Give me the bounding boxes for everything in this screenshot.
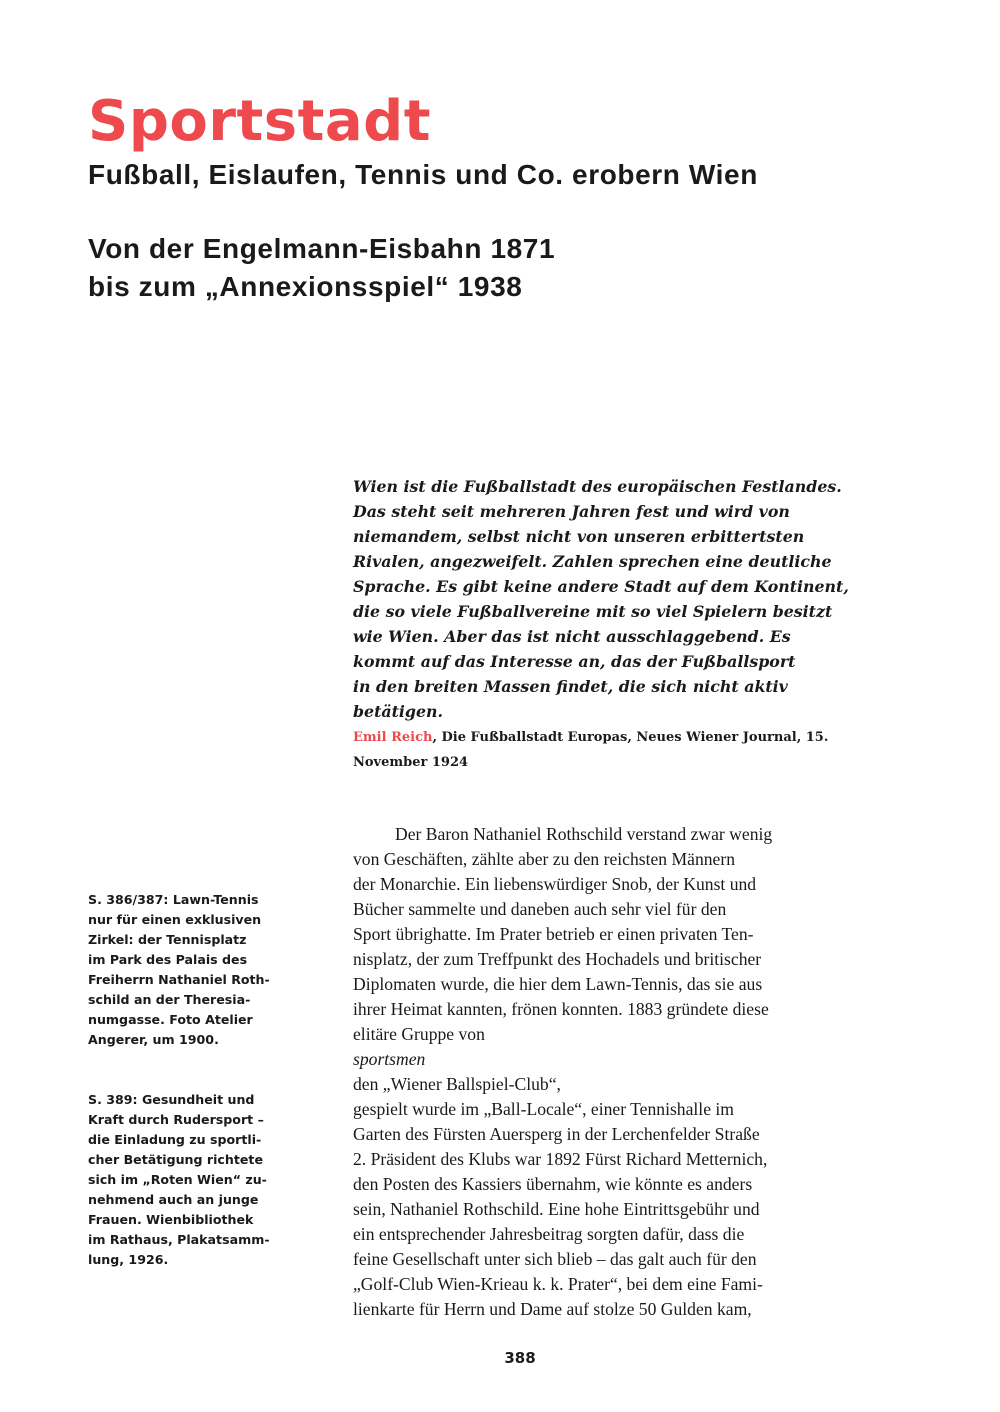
quote-line: die so viele Fußballvereine mit so viel Spielern besitzt [353, 602, 833, 621]
image-caption [88, 890, 288, 1050]
source-line [353, 725, 873, 750]
quote-line: Wien ist die Fußballstadt des europäischen Festlandes. [353, 477, 842, 496]
body-line: lienkarte für Herrn und Dame auf stolze 50 Gulden kam, [353, 1299, 752, 1319]
body-line: Garten des Fürsten Auersperg in der Lerchenfelder Straße [353, 1124, 760, 1144]
quote-line: Das steht seit mehreren Jahren fest und wird von [353, 502, 790, 521]
quote-line: Sprache. Es gibt keine andere Stadt auf dem Kontinent, [353, 577, 849, 596]
quote-source [353, 725, 873, 775]
period-line: bis zum „Annexionsspiel“ 1938 [88, 271, 523, 302]
body-italic: sportsmen [353, 1049, 426, 1069]
body-line: von Geschäften, zählte aber zu den reichsten Männern [353, 849, 736, 869]
caption-line: Zirkel: der Tennisplatz [88, 932, 247, 947]
quote-author: Emil Reich [353, 730, 433, 745]
caption-line: Angerer, um 1900. [88, 1032, 219, 1047]
body-fragment: elitäre Gruppe von [353, 1024, 485, 1044]
body-line: ein entsprechender Jahresbeitrag sorgten dafür, dass die [353, 1224, 745, 1244]
caption-line: Freiherrn Nathaniel Roth- [88, 972, 270, 987]
caption-line: S. 386/387: Lawn-Tennis [88, 892, 259, 907]
page-number: 388 [504, 1349, 536, 1367]
body-fragment: den „Wiener Ballspiel-Club“, [353, 1074, 561, 1094]
quote-line: kommt auf das Interesse an, das der Fußballsport [353, 652, 796, 671]
quote-line: in den breiten Massen findet, die sich nicht aktiv [353, 677, 788, 696]
body-line: den Posten des Kassiers übernahm, wie könnte es anders [353, 1174, 753, 1194]
body-line: Diplomaten wurde, die hier dem Lawn-Tennis, das sie aus [353, 974, 763, 994]
body-line: gespielt wurde im „Ball-Locale“, einer Tennishalle im [353, 1099, 734, 1119]
body-line: Sport übrighatte. Im Prater betrieb er einen privaten Ten- [353, 924, 754, 944]
caption-line: nur für einen exklusiven [88, 912, 262, 927]
quote-line: wie Wien. Aber das ist nicht ausschlaggebend. Es [353, 627, 791, 646]
quote-line: niemandem, selbst nicht von unseren erbittertsten [353, 527, 805, 546]
source-line: November 1924 [353, 755, 469, 770]
caption-line: im Park des Palais des [88, 952, 248, 967]
body-line: feine Gesellschaft unter sich blieb – das galt auch für den [353, 1249, 757, 1269]
caption-line: die Einladung zu sportli- [88, 1132, 262, 1147]
body-line: „Golf-Club Wien-Krieau k. k. Prater“, bei dem eine Fami- [353, 1274, 763, 1294]
body-text [353, 822, 873, 1322]
caption-line: im Rathaus, Plakatsamm- [88, 1232, 270, 1247]
body-line: nisplatz, der zum Treffpunkt des Hochadels und britischer [353, 949, 762, 969]
caption-line: numgasse. Foto Atelier [88, 1012, 253, 1027]
body-line [353, 1022, 873, 1097]
image-caption [88, 1090, 288, 1270]
chapter-subtitle: Fußball, Eislaufen, Tennis und Co. erobern Wien [88, 159, 758, 190]
chapter-title: Sportstadt [88, 89, 432, 154]
quote-line: betätigen. [353, 702, 444, 721]
caption-line: sich im „Roten Wien“ zu- [88, 1172, 267, 1187]
body-line: sein, Nathaniel Rothschild. Eine hohe Eintrittsgebühr und [353, 1199, 760, 1219]
chapter-period [88, 230, 555, 306]
caption-line: lung, 1926. [88, 1252, 169, 1267]
body-line: 2. Präsident des Klubs war 1892 Fürst Richard Metternich, [353, 1149, 768, 1169]
caption-line: S. 389: Gesundheit und [88, 1092, 255, 1107]
body-line: ihrer Heimat kannten, frönen konnten. 1883 gründete diese [353, 999, 769, 1019]
body-line: Der Baron Nathaniel Rothschild verstand zwar wenig [395, 824, 773, 844]
period-line: Von der Engelmann-Eisbahn 1871 [88, 233, 556, 264]
caption-line: schild an der Theresia- [88, 992, 251, 1007]
caption-line: nehmend auch an junge [88, 1192, 259, 1207]
caption-line: cher Betätigung richtete [88, 1152, 263, 1167]
source-citation: , Die Fußballstadt Europas, Neues Wiener Journal, 15. [432, 730, 829, 745]
epigraph-quote [353, 474, 873, 724]
body-line: der Monarchie. Ein liebenswürdiger Snob, der Kunst und [353, 874, 757, 894]
caption-line: Kraft durch Rudersport – [88, 1112, 264, 1127]
quote-line: Rivalen, angezweifelt. Zahlen sprechen eine deutliche [353, 552, 832, 571]
caption-line: Frauen. Wienbibliothek [88, 1212, 254, 1227]
body-line: Bücher sammelte und daneben auch sehr viel für den [353, 899, 727, 919]
